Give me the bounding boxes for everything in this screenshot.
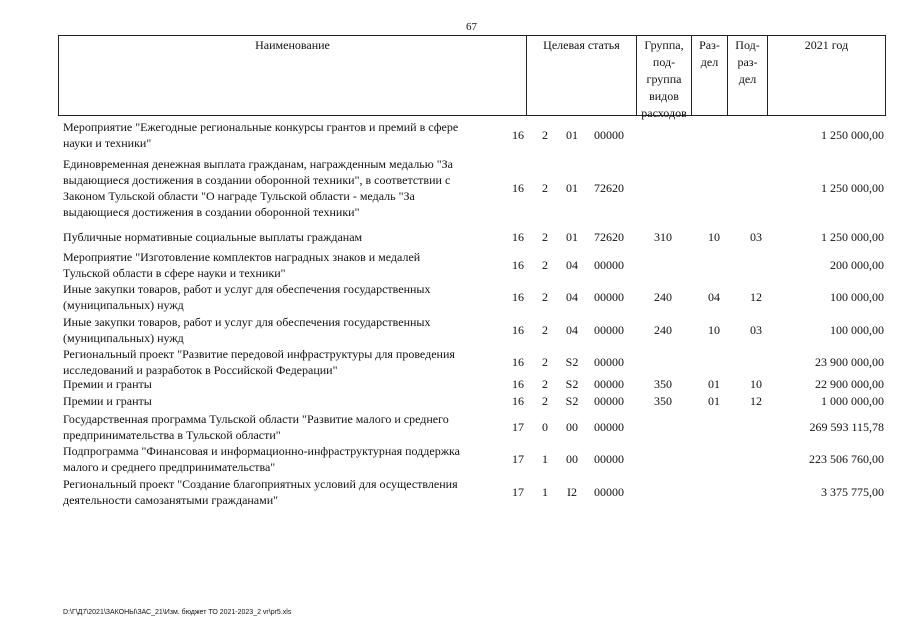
row-cell-c4: 00000 [594,452,624,466]
row-name: Премии и гранты [63,394,152,408]
row-cell-c4: 00000 [594,420,624,434]
page-number: 67 [466,21,477,33]
row-cell-c2: 1 [542,452,548,466]
header-target-article: Целевая статья [526,36,636,115]
row-name: Мероприятие "Ежегодные региональные конкурсы грантов и премий в сфере науки и техники" [63,120,459,150]
row-cell-c3: 04 [566,258,578,272]
row-cell-c4: 72620 [594,181,624,195]
file-path-footer: D:\Г\Д7\2021\ЗАКОНЫ\ЗАС_21\Изм. бюджет ТО 2021-2023_2 vr\pr5.xls [63,609,292,616]
row-amount: 1 250 000,00 [821,128,884,142]
row-name: Подпрограмма "Финансовая и информационно-инфраструктурная поддержка малого и среднего предпринимательства" [63,444,460,474]
row-cell-c4: 00000 [594,394,624,408]
row-name: Государственная программа Тульской области "Развитие малого и среднего предпринимательства в Тульской области" [63,412,449,442]
row-cell-c5: 310 [654,230,672,244]
row-cell-c2: 2 [542,290,548,304]
header-group: Группа, под- группа видов расходов [636,36,691,115]
row-cell-c3: I2 [567,485,577,499]
row-cell-c3: 01 [566,230,578,244]
row-cell-c5: 350 [654,394,672,408]
row-cell-c2: 2 [542,377,548,391]
row-amount: 22 900 000,00 [815,377,884,391]
table-header [58,35,886,120]
row-cell-c7: 03 [750,230,762,244]
row-cell-c1: 16 [512,377,524,391]
row-amount: 3 375 775,00 [821,485,884,499]
row-cell-c1: 17 [512,485,524,499]
row-cell-c4: 00000 [594,258,624,272]
header-name: Наименование [255,38,330,52]
row-cell-c7: 12 [750,394,762,408]
row-cell-c1: 16 [512,181,524,195]
row-cell-c1: 16 [512,394,524,408]
row-cell-c4: 00000 [594,128,624,142]
row-cell-c1: 16 [512,258,524,272]
row-cell-c7: 12 [750,290,762,304]
row-cell-c6: 04 [708,290,720,304]
row-cell-c1: 16 [512,290,524,304]
row-name: Мероприятие "Изготовление комплектов наградных знаков и медалей Тульской области в сфере науки и техники" [63,250,421,280]
row-cell-c7: 10 [750,377,762,391]
row-cell-c5: 350 [654,377,672,391]
row-cell-c2: 0 [542,420,548,434]
row-cell-c5: 240 [654,290,672,304]
row-amount: 23 900 000,00 [815,355,884,369]
row-amount: 223 506 760,00 [809,452,884,466]
row-amount: 1 250 000,00 [821,181,884,195]
row-cell-c3: S2 [565,377,579,391]
row-cell-c2: 2 [542,181,548,195]
row-cell-c6: 01 [708,377,720,391]
row-cell-c2: 2 [542,355,548,369]
row-cell-c6: 10 [708,323,720,337]
row-name: Премии и гранты [63,377,152,391]
row-name: Публичные нормативные социальные выплаты гражданам [63,230,363,244]
row-cell-c2: 1 [542,485,548,499]
header-year: 2021 год [767,36,885,115]
row-cell-c2: 2 [542,258,548,272]
row-cell-c3: 04 [566,290,578,304]
row-cell-c2: 2 [542,128,548,142]
row-amount: 100 000,00 [830,290,884,304]
row-cell-c2: 2 [542,323,548,337]
row-cell-c1: 17 [512,452,524,466]
row-amount: 1 250 000,00 [821,230,884,244]
row-cell-c2: 2 [542,230,548,244]
row-amount: 200 000,00 [830,258,884,272]
row-cell-c3: S2 [565,394,579,408]
row-cell-c4: 00000 [594,377,624,391]
row-amount: 269 593 115,78 [809,420,884,434]
row-cell-c1: 16 [512,355,524,369]
row-cell-c3: 01 [566,181,578,195]
row-cell-c1: 16 [512,128,524,142]
header-podrazdel: Под- раз- дел [727,36,767,115]
row-name: Единовременная денежная выплата гражданам, награжденным медалью "За выдающиеся достижения в создании оборонной техники", в соответствии с Законом Тульской области "О награде Тульской области - медаль "За выдающиеся достижения в создании оборонной техники" [63,157,453,219]
row-cell-c7: 03 [750,323,762,337]
row-cell-c2: 2 [542,394,548,408]
row-cell-c1: 17 [512,420,524,434]
row-name: Региональный проект "Создание благоприятных условий для осуществления деятельности самозанятыми гражданами" [63,477,458,507]
row-cell-c4: 00000 [594,290,624,304]
row-name: Иные закупки товаров, работ и услуг для обеспечения государственных (муниципальных) нужд [63,282,431,312]
row-amount: 1 000 000,00 [821,394,884,408]
row-cell-c3: S2 [565,355,579,369]
row-cell-c6: 01 [708,394,720,408]
row-cell-c3: 04 [566,323,578,337]
row-cell-c4: 72620 [594,230,624,244]
row-cell-c5: 240 [654,323,672,337]
row-cell-c4: 00000 [594,485,624,499]
row-amount: 100 000,00 [830,323,884,337]
row-cell-c6: 10 [708,230,720,244]
row-cell-c4: 00000 [594,323,624,337]
row-cell-c4: 00000 [594,355,624,369]
row-cell-c1: 16 [512,230,524,244]
row-cell-c1: 16 [512,323,524,337]
row-cell-c3: 00 [566,452,578,466]
row-name: Региональный проект "Развитие передовой инфраструктуры для проведения исследований и разработок в Российской Федерации" [63,347,455,377]
row-cell-c3: 01 [566,128,578,142]
header-razdel: Раз- дел [691,36,727,115]
row-name: Иные закупки товаров, работ и услуг для обеспечения государственных (муниципальных) нужд [63,315,431,345]
row-cell-c3: 00 [566,420,578,434]
